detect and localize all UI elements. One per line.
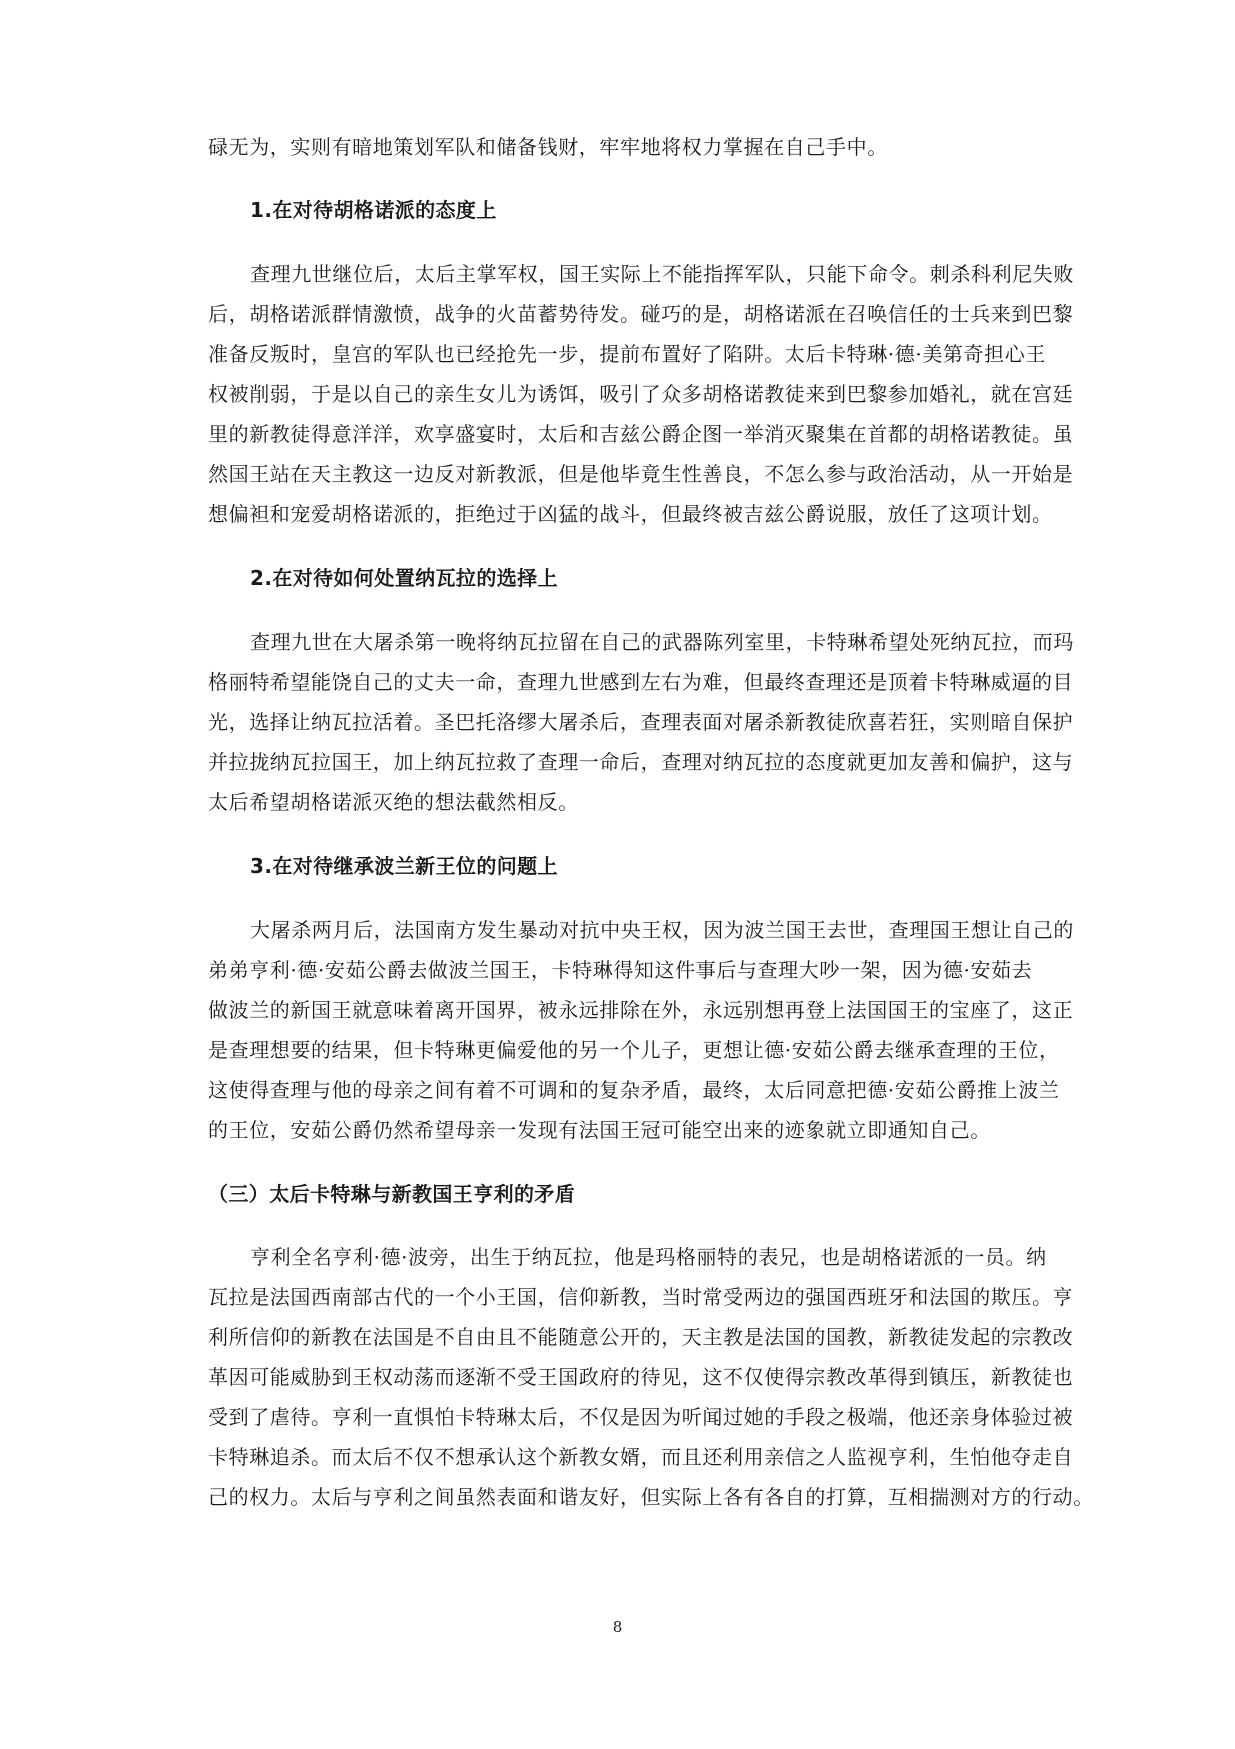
paragraph-line: 做波兰的新国王就意味着离开国界，被永远排除在外，永远别想再登上法国国王的宝座了，这正 [208,998,1074,1022]
paragraph-line: 查理九世在大屠杀第一晚将纳瓦拉留在自己的武器陈列室里，卡特琳希望处死纳瓦拉，而玛 [250,630,1074,654]
paragraph-line: 想偏袒和宠爱胡格诺派的，拒绝过于凶猛的战斗，但最终被吉兹公爵说服，放任了这项计划。 [208,502,1053,526]
paragraph-line: 受到了虐待。亨利一直惧怕卡特琳太后，不仅是因为听闻过她的手段之极端，他还亲身体验过被 [208,1405,1074,1429]
paragraph-line: 然国王站在天主教这一边反对新教派，但是他毕竟生性善良，不怎么参与政治活动，从一开始是 [208,462,1074,486]
paragraph-line: 利所信仰的新教在法国是不自由且不能随意公开的，天主教是法国的国教，新教徒发起的宗教改 [208,1325,1074,1349]
section-heading: 2.在对待如何处置纳瓦拉的选择上 [250,566,558,590]
section-heading: 1.在对待胡格诺派的态度上 [250,198,497,222]
paragraph-line: 瓦拉是法国西南部古代的一个小王国，信仰新教，当时常受两边的强国西班牙和法国的欺压。亨 [208,1285,1074,1309]
paragraph-line: 革因可能威胁到王权动荡而逐渐不受王国政府的待见，这不仅使得宗教改革得到镇压，新教徒也 [208,1365,1074,1389]
paragraph-line: 己的权力。太后与亨利之间虽然表面和谐友好，但实际上各有各自的打算，互相揣测对方的行动。 [208,1485,1094,1509]
paragraph-line: 弟弟亨利·德·安茹公爵去做波兰国王，卡特琳得知这件事后与查理大吵一架，因为德·安茹去 [208,958,1033,982]
subsection-heading: （三）太后卡特琳与新教国王亨利的矛盾 [208,1182,576,1206]
paragraph-line: 后，胡格诺派群情激愤，战争的火苗蓄势待发。碰巧的是，胡格诺派在召唤信任的士兵来到巴黎 [208,302,1074,326]
paragraph-line: 的王位，安茹公爵仍然希望母亲一发现有法国王冠可能空出来的迹象就立即通知自己。 [208,1118,991,1142]
paragraph-line: 这使得查理与他的母亲之间有着不可调和的复杂矛盾，最终，太后同意把德·安茹公爵推上波兰 [208,1078,1060,1102]
paragraph-line: 里的新教徒得意洋洋，欢享盛宴时，太后和吉兹公爵企图一举消灭聚集在首都的胡格诺教徒。虽 [208,422,1074,446]
paragraph-line: 大屠杀两月后，法国南方发生暴动对抗中央王权，因为波兰国王去世，查理国王想让自己的 [250,918,1074,942]
section-heading: 3.在对待继承波兰新王位的问题上 [250,854,558,878]
paragraph-line: 准备反叛时，皇宫的军队也已经抢先一步，提前布置好了陷阱。太后卡特琳·德·美第奇担心王 [208,342,1046,366]
page-number: 8 [612,1618,623,1636]
paragraph-line: 并拉拢纳瓦拉国王，加上纳瓦拉救了查理一命后，查理对纳瓦拉的态度就更加友善和偏护，这与 [208,750,1074,774]
paragraph-line: 是查理想要的结果，但卡特琳更偏爱他的另一个儿子，更想让德·安茹公爵去继承查理的王位， [208,1038,1060,1062]
paragraph-line: 卡特琳追杀。而太后不仅不想承认这个新教女婿，而且还利用亲信之人监视亨利，生怕他夺走自 [208,1445,1074,1469]
paragraph-line: 查理九世继位后，太后主掌军权，国王实际上不能指挥军队，只能下命令。刺杀科利尼失败 [250,262,1074,286]
paragraph-line: 太后希望胡格诺派灭绝的想法截然相反。 [208,790,579,814]
paragraph-line: 权被削弱，于是以自己的亲生女儿为诱饵，吸引了众多胡格诺教徒来到巴黎参加婚礼，就在宫廷 [208,382,1074,406]
paragraph-line: 光，选择让纳瓦拉活着。圣巴托洛缪大屠杀后，查理表面对屠杀新教徒欣喜若狂，实则暗自保护 [208,710,1074,734]
paragraph-line: 亨利全名亨利·德·波旁，出生于纳瓦拉，他是玛格丽特的表兄，也是胡格诺派的一员。纳 [250,1245,1047,1269]
intro-line: 碌无为，实则有暗地策划军队和储备钱财，牢牢地将权力掌握在自己手中。 [208,135,888,159]
paragraph-line: 格丽特希望能饶自己的丈夫一命，查理九世感到左右为难，但最终查理还是顶着卡特琳威逼的目 [208,670,1074,694]
